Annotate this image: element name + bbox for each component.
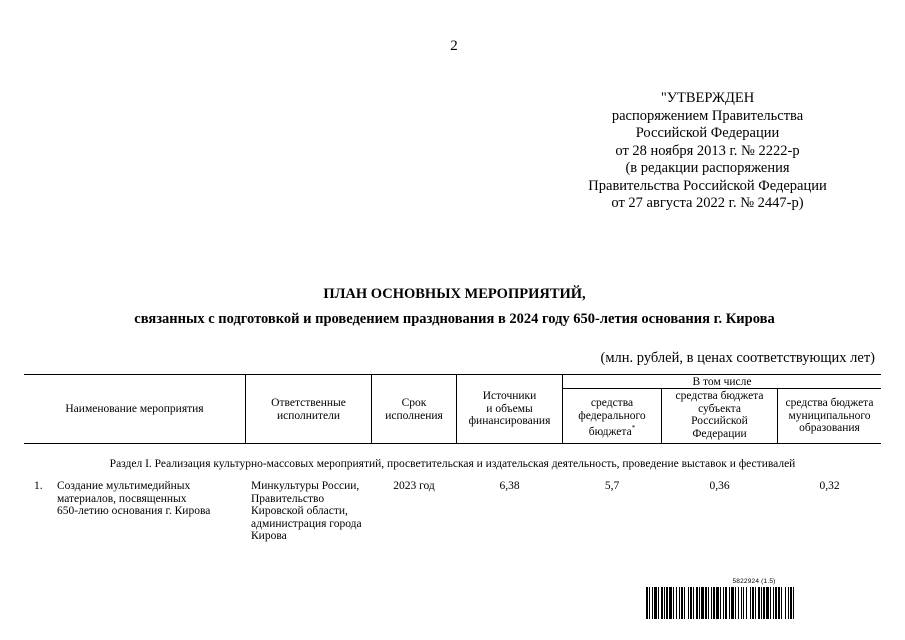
barcode-bar [755, 587, 756, 619]
barcode-bar [781, 587, 782, 619]
barcode-bar [723, 587, 724, 619]
approval-line: Правительства Российской Федерации [588, 177, 827, 194]
barcode-bar [741, 587, 742, 619]
barcode-bar [770, 587, 771, 619]
row-municipal: 0,32 [819, 480, 840, 492]
barcode-bars [646, 587, 862, 619]
approval-line: (в редакции распоряжения [625, 160, 790, 176]
header-including: В том числе [692, 376, 752, 388]
barcode-bar [761, 587, 762, 619]
barcode-bar [696, 587, 698, 619]
header-municipal: средства бюджета муниципального образования [785, 397, 874, 434]
document-title: ПЛАН ОСНОВНЫХ МЕРОПРИЯТИЙ, [323, 286, 586, 302]
row-regional: 0,36 [709, 480, 730, 492]
barcode-bar [729, 587, 730, 619]
barcode-bar [681, 587, 683, 619]
barcode-bar [666, 587, 668, 619]
barcode-bar [725, 587, 727, 619]
page-number: 2 [450, 38, 458, 54]
barcode-bar [679, 587, 680, 619]
row-responsible: Минкультуры России, Правительство Кировской области, администрация города Кирова [251, 480, 362, 542]
barcode-bar [688, 587, 689, 619]
header-federal: средства федерального бюджета* [578, 397, 646, 438]
barcode-bar [661, 587, 663, 619]
document-subtitle: связанных с подготовкой и проведением празднования в 2024 году 650-летия основания г. Кирова [134, 311, 775, 327]
header-deadline: Срок исполнения [385, 397, 443, 422]
barcode-bar [743, 587, 744, 619]
footnote-mark: * [631, 424, 636, 432]
barcode-bar [750, 587, 751, 619]
barcode-bar [758, 587, 760, 619]
barcode-bar [705, 587, 707, 619]
barcode-bar [690, 587, 692, 619]
barcode-bar [684, 587, 685, 619]
barcode-bar [752, 587, 754, 619]
barcode-label: 5822924 (1.5) [732, 578, 776, 585]
section-title: Раздел I. Реализация культурно-массовых мероприятий, просветительская и издательская деятельность, проведение выставок и фестивалей [109, 458, 796, 470]
barcode-bar [793, 587, 794, 619]
barcode-bar [778, 587, 780, 619]
barcode-bar [785, 587, 786, 619]
barcode-bar [693, 587, 694, 619]
row-number: 1. [34, 480, 43, 492]
header-name: Наименование мероприятия [65, 403, 204, 415]
barcode-bar [716, 587, 719, 619]
barcode-bar [658, 587, 659, 619]
barcode-bar [708, 587, 709, 619]
row-federal: 5,7 [604, 480, 620, 492]
barcode-bar [738, 587, 739, 619]
barcode-bar [669, 587, 672, 619]
approval-line: от 28 ноября 2013 г. № 2222-р [615, 142, 800, 159]
barcode-bar [699, 587, 700, 619]
barcode-bar [731, 587, 734, 619]
row-deadline: 2023 год [393, 480, 435, 492]
header-responsible: Ответственные исполнители [271, 397, 346, 422]
approval-block [570, 90, 845, 213]
approval-line: "УТВЕРЖДЕН [660, 90, 755, 106]
header-sources: Источники и объемы финансирования [468, 390, 551, 427]
barcode-bar [763, 587, 765, 619]
barcode-bar [646, 587, 648, 619]
row-name: Создание мультимедийных материалов, посвященных 650-летию основания г. Кирова [57, 480, 211, 517]
barcode-bar [676, 587, 677, 619]
barcode-bar [652, 587, 653, 619]
barcode-bar [773, 587, 774, 619]
barcode-bar [746, 587, 747, 619]
table-top-border [24, 374, 881, 375]
barcode-bar [711, 587, 712, 619]
row-total: 6,38 [499, 480, 520, 492]
barcode-bar [701, 587, 704, 619]
barcode-bar [654, 587, 657, 619]
header-regional: средства бюджета субъекта Российской Федерации [675, 390, 764, 440]
barcode-bar [735, 587, 736, 619]
barcode-bar [720, 587, 721, 619]
barcode-bar [664, 587, 665, 619]
table-header-bottom-border [24, 443, 881, 444]
barcode [646, 578, 862, 620]
barcode-bar [713, 587, 715, 619]
barcode-bar [649, 587, 650, 619]
approval-line: распоряжением Правительства [611, 107, 804, 124]
barcode-bar [766, 587, 769, 619]
barcode-bar [673, 587, 674, 619]
units-note: (млн. рублей, в ценах соответствующих лет) [600, 350, 875, 366]
approval-line: Российской Федерации [635, 125, 780, 141]
barcode-bar [788, 587, 789, 619]
barcode-bar [775, 587, 777, 619]
approval-line: от 27 августа 2022 г. № 2447-р) [611, 195, 804, 211]
barcode-bar [790, 587, 792, 619]
